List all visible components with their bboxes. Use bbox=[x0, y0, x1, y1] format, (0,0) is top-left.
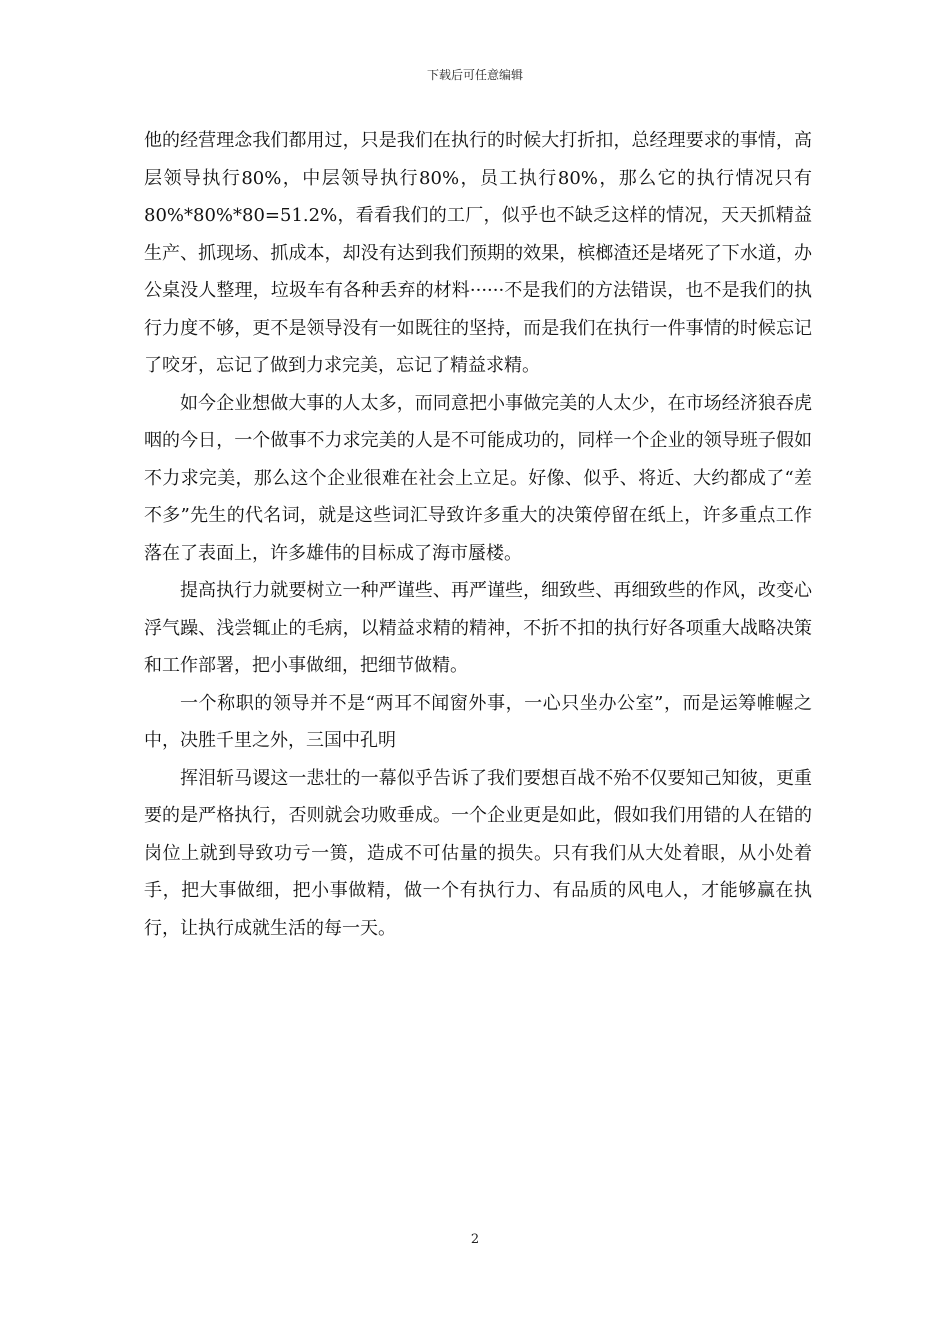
paragraph-conclusion: 挥泪斩马谡这一悲壮的一幕似乎告诉了我们要想百战不殆不仅要知己知彼，更重要的是严格执行，否则就会功败垂成。一个企业更是如此，假如我们用错的人在错的岗位上就到导致功亏一篑，造成不可估量的损失。只有我们从大处着眼，从小处着手，把大事做细，把小事做精，做一个有执行力、有品质的风电人，才能够赢在执行，让执行成就生活的每一天。 bbox=[144, 767, 812, 939]
document-body bbox=[144, 122, 812, 947]
paragraph-continuation: 他的经营理念我们都用过，只是我们在执行的时候大打折扣，总经理要求的事情，高层领导执行80%，中层领导执行80%，员工执行80%，那么它的执行情况只有80%*80%*80=51.2%，看看我们的工厂，似乎也不缺乏这样的情况，天天抓精益生产、抓现场、抓成本，却没有达到我们预期的效果，槟榔渣还是堵死了下水道，办公桌没人整理，垃圾车有各种丢弃的材料······不是我们的方法错误，也不是我们的执行力度不够，更不是领导没有一如既往的坚持，而是我们在执行一件事情的时候忘记了咬牙，忘记了做到力求完美，忘记了精益求精。 bbox=[144, 130, 812, 376]
page-number: 2 bbox=[470, 1232, 480, 1247]
paragraph-competent-leader: 一个称职的领导并不是“两耳不闻窗外事，一心只坐办公室”，而是运筹帷幄之中，决胜千里之外，三国中孔明 bbox=[144, 692, 812, 751]
paragraph-market-economy: 如今企业想做大事的人太多，而同意把小事做完美的人太少，在市场经济狼吞虎咽的今日，一个做事不力求完美的人是不可能成功的，同样一个企业的领导班子假如不力求完美，那么这个企业很难在社会上立足。好像、似乎、将近、大约都成了“差不多”先生的代名词，就是这些词汇导致许多重大的决策停留在纸上，许多重点工作落在了表面上，许多雄伟的目标成了海市蜃楼。 bbox=[144, 392, 812, 564]
paragraph-execution-style: 提高执行力就要树立一种严谨些、再严谨些，细致些、再细致些的作风，改变心浮气躁、浅尝辄止的毛病，以精益求精的精神，不折不扣的执行好各项重大战略决策和工作部署，把小事做细，把细节做精。 bbox=[144, 580, 812, 676]
page-header: 下载后可任意编辑 bbox=[426, 68, 523, 82]
